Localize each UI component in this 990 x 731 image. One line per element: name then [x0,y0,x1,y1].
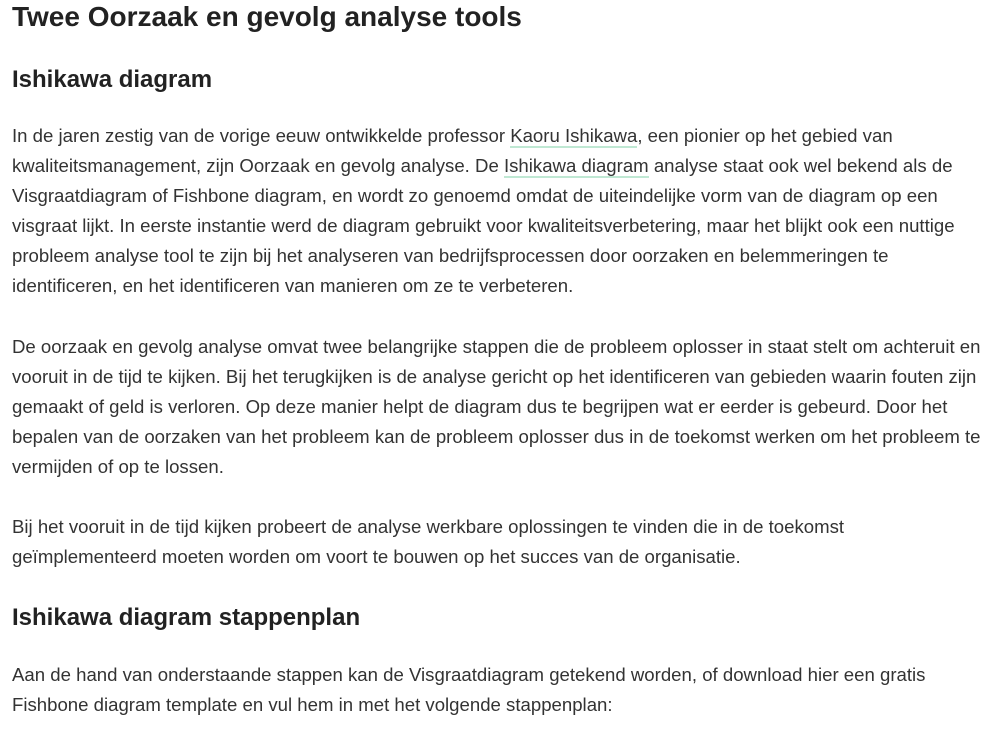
paragraph-text: , een pionier op het gebied van kwaliteitsmanagement, zijn Oorzaak en gevolg analyse. De [12,125,893,176]
section-heading-stappenplan: Ishikawa diagram stappenplan [12,604,361,631]
link-kaoru-ishikawa[interactable]: Kaoru Ishikawa [510,125,638,146]
paragraph-intro [12,121,987,301]
paragraph-cause-effect-steps: De oorzaak en gevolg analyse omvat twee belangrijke stappen die de probleem oplosser in staat stelt om achteruit en vooruit in de tijd te kijken. Bij het terugkijken is de analyse gericht op het identificeren van gebieden waarin fouten zijn gemaakt of geld is verloren. Op deze manier helpt de diagram dus te begrijpen wat er eerder is gebeurd. Door het bepalen van de oorzaken van het probleem kan de probleem oplosser dus in de toekomst werken om het probleem te vermijden of op te lossen. [12,336,981,477]
paragraph-text: In de jaren zestig van de vorige eeuw ontwikkelde professor [12,125,511,146]
paragraph-text: analyse staat ook wel bekend als de Visgraatdiagram of Fishbone diagram, en wordt zo genoemd omdat de uiteindelijke vorm van de diagram op een visgraat lijkt. In eerste instantie werd de diagram gebruikt voor kwaliteitsverbetering, maar het blijkt ook een nuttige probleem analyse tool te zijn bij het analyseren van bedrijfsprocessen door oorzaken en belemmeringen te identificeren, en het identificeren van manieren om ze te verbeteren. [12,155,955,296]
link-ishikawa-diagram[interactable]: Ishikawa diagram [503,155,649,176]
section-heading-ishikawa-diagram: Ishikawa diagram [12,66,213,93]
paragraph-stappenplan-intro: Aan de hand van onderstaande stappen kan de Visgraatdiagram getekend worden, of download hier een gratis Fishbone diagram template en vul hem in met het volgende stappenplan: [12,664,926,715]
page-title: Twee Oorzaak en gevolg analyse tools [12,1,522,32]
paragraph-looking-forward: Bij het vooruit in de tijd kijken probeert de analyse werkbare oplossingen te vinden die in de toekomst geïmplementeerd moeten worden om voort te bouwen op het succes van de organisatie. [12,516,845,567]
